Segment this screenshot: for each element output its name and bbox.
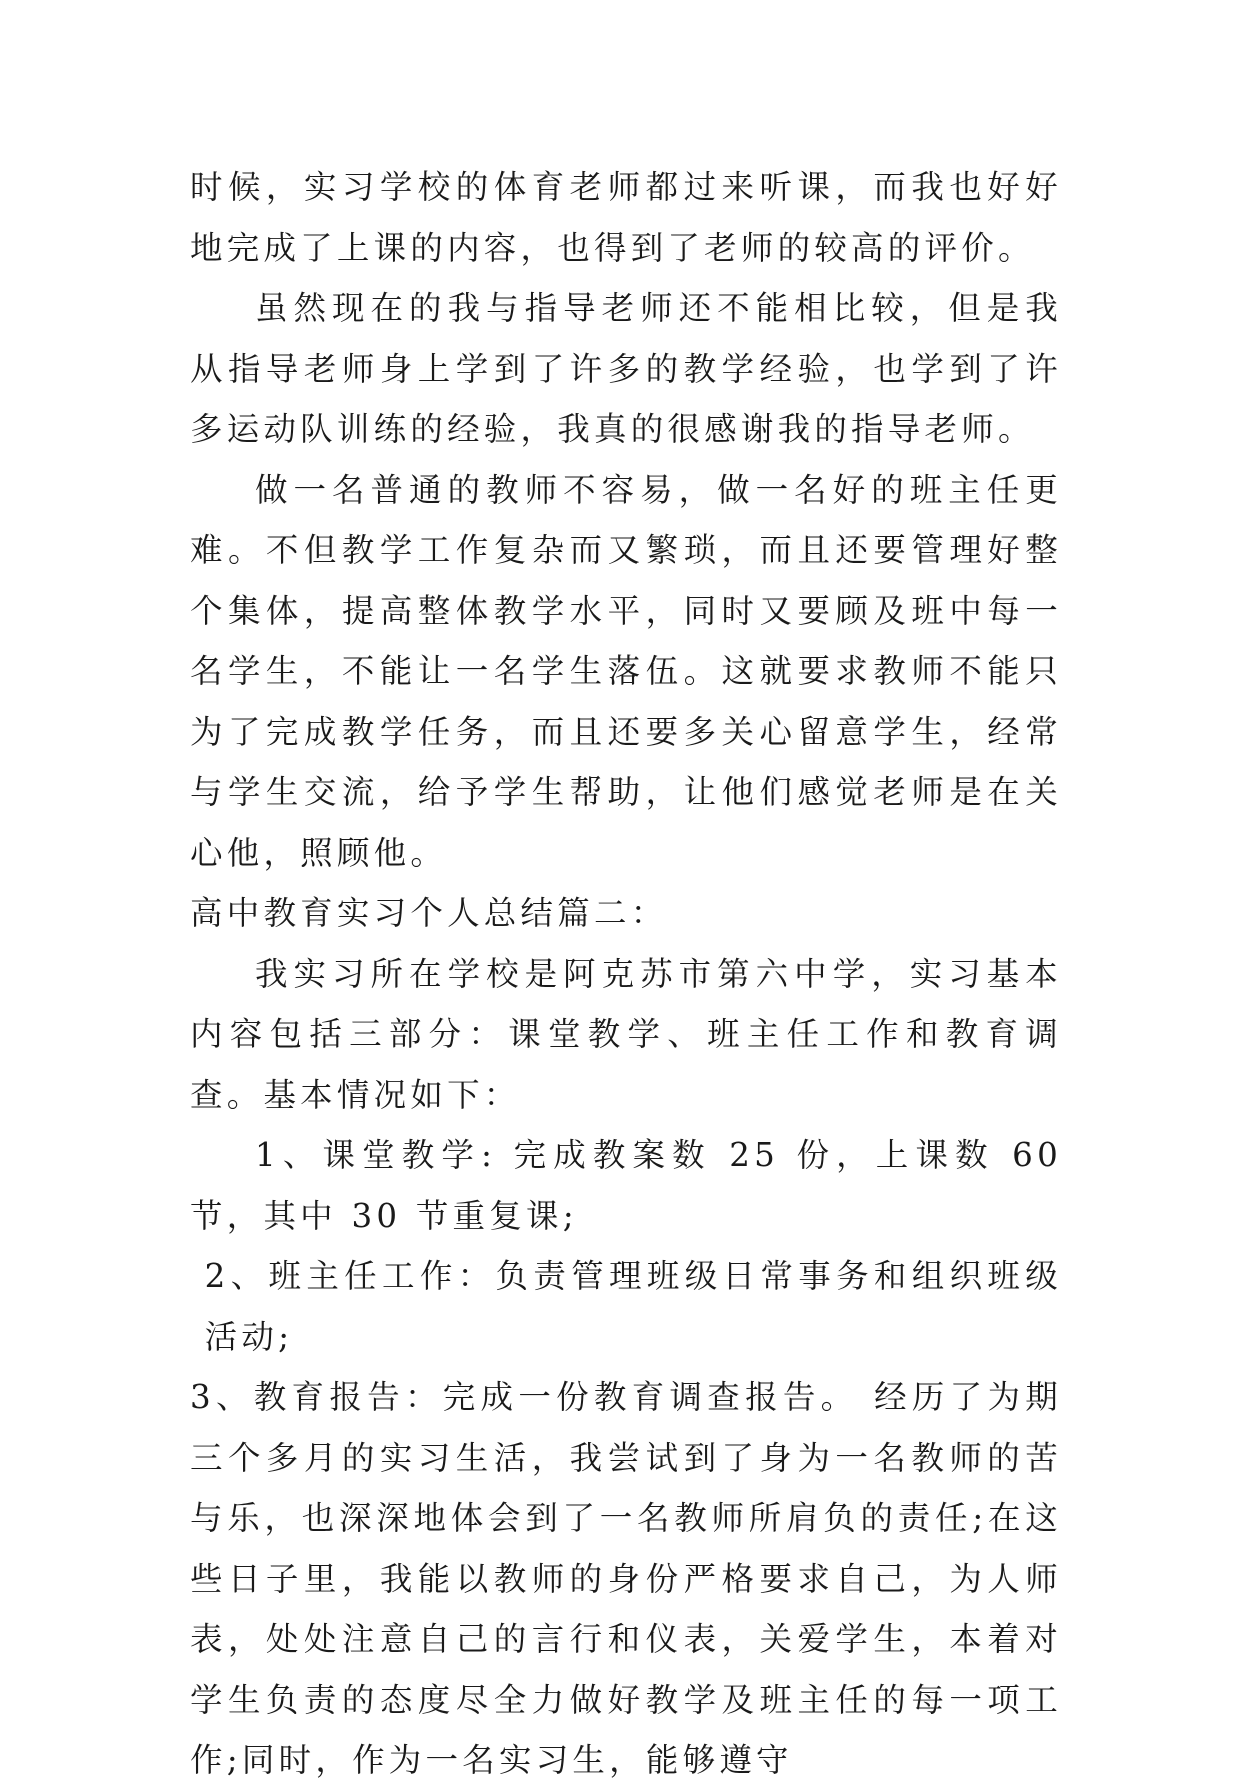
paragraph-guidance-teacher: 虽然现在的我与指导老师还不能相比较，但是我从指导老师身上学到了许多的教学经验，也学到了许多运动队训练的经验，我真的很感谢我的指导老师。: [190, 289, 1062, 448]
list-item-classroom-teaching: 1、课堂教学: 完成教案数 25 份，上课数 60 节，其中 30 节重复课;: [190, 1136, 1062, 1235]
document-body: [190, 157, 1062, 1791]
paragraph-head-teacher: 做一名普通的教师不容易，做一名好的班主任更难。不但教学工作复杂而又繁琐，而且还要管理好整个集体，提高整体教学水平，同时又要顾及班中每一名学生，不能让一名学生落伍。这就要求教师不能只为了完成教学任务，而且还要多关心留意学生，经常与学生交流，给予学生帮助，让他们感觉老师是在关心他，照顾他。: [190, 470, 1062, 872]
section-heading: 高中教育实习个人总结篇二：: [190, 894, 668, 932]
list-item-head-teacher-work: 2、班主任工作：负责管理班级日常事务和组织班级活动;: [204, 1257, 1062, 1356]
list-item-education-report: 3、教育报告：完成一份教育调查报告。 经历了为期三个多月的实习生活，我尝试到了身为一名教师的苦与乐，也深深地体会到了一名教师所肩负的责任;在这些日子里，我能以教师的身份严格要求自己，为人师表，处处注意自己的言行和仪表，关爱学生，本着对学生负责的态度尽全力做好教学及班主任的每一项工作;同时，作为一名实习生，能够遵守: [190, 1378, 1062, 1779]
paragraph-internship-intro: 我实习所在学校是阿克苏市第六中学，实习基本内容包括三部分：课堂教学、班主任工作和教育调查。基本情况如下：: [190, 954, 1062, 1114]
paragraph-continuation: 时候，实习学校的体育老师都过来听课，而我也好好地完成了上课的内容，也得到了老师的较高的评价。: [190, 168, 1062, 267]
